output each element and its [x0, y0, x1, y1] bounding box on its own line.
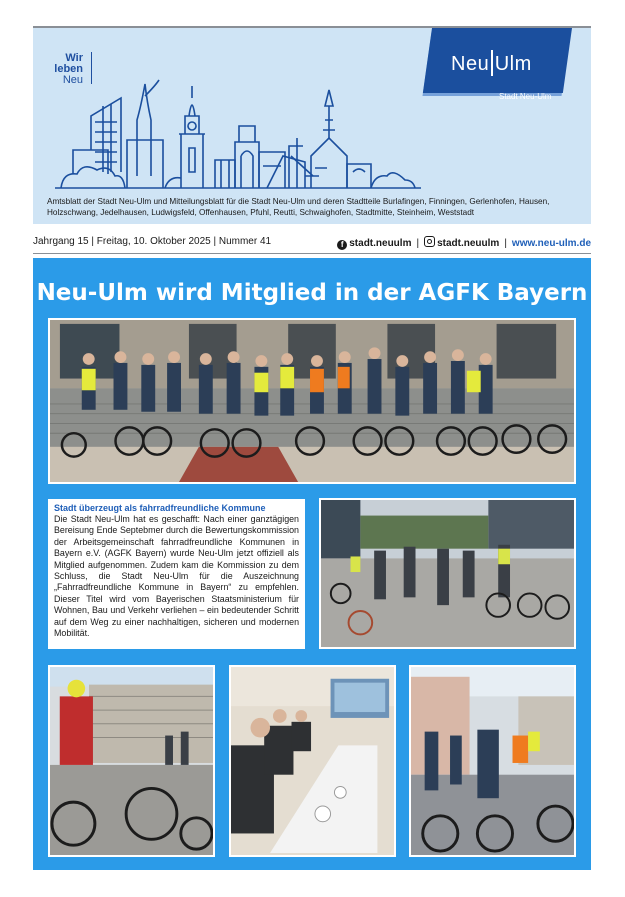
issue-info: Jahrgang 15 | Freitag, 10. Oktober 2025 | Nummer 41 [33, 236, 272, 247]
logo-word-left: Neu [451, 53, 490, 75]
article [33, 258, 591, 870]
logo-subtitle: Stadt Neu-Ulm [499, 92, 552, 101]
separator: | [416, 238, 420, 249]
tagline-line-1: Wir [65, 52, 83, 64]
issue-bar [33, 236, 591, 248]
website-link[interactable]: www.neu-ulm.de [511, 238, 591, 249]
tagline-line-2: leben [54, 63, 83, 75]
city-logo [451, 50, 532, 76]
facebook-link[interactable]: stadt.neuulm [349, 238, 412, 249]
cyclists-street-photo [409, 665, 576, 857]
article-subheading: Stadt überzeugt als fahrradfreundliche Kommune [54, 503, 266, 513]
cyclists-square-photo [319, 498, 576, 649]
meeting-room-photo [229, 665, 396, 857]
facebook-icon: f [337, 240, 347, 250]
separator: | [504, 238, 507, 249]
social-links [337, 236, 591, 250]
article-text-box [48, 499, 305, 649]
logo-divider [491, 50, 493, 76]
tagline-line-3: Neu [62, 74, 83, 86]
city-skyline-illustration [53, 76, 423, 191]
masthead [33, 28, 591, 224]
cyclists-building-photo [48, 665, 215, 857]
instagram-link[interactable]: stadt.neuulm [437, 238, 500, 249]
article-headline: Neu-Ulm wird Mitglied in der AGFK Bayern [36, 280, 588, 306]
logo-word-right: Ulm [494, 53, 532, 75]
instagram-icon [424, 236, 435, 247]
group-photo [48, 318, 576, 484]
article-body: Die Stadt Neu-Ulm hat es geschafft: Nach einer ganztägigen Bereisung Ende Septebmer durch die Bewertungskommission der Arbeitsgemeinschaft fahrradfreundliche Kommunen in Bayern e.V. (AGFK Bayern) wurde Neu-Ulm jetzt offiziell als Mitglied aufgenommen. Zudem kam die Kommission zu dem Schluss, die Stadt Neu-Ulm für die Auszeichnung „Fahrradfreundliche Kommune in Bayern“ zu empfehlen. Dieser Titel wird vom Bayerischen Staatsministerium für Wohnen, Bau und Verkehr verliehen – ein bedeutender Schritt auf dem Weg zu einer nachhaltigen, sicheren und modernen Mobilität. [54, 514, 299, 639]
masthead-description: Amtsblatt der Stadt Neu-Ulm und Mitteilungsblatt für die Stadt Neu-Ulm und deren Stadtteile Burlafingen, Finningen, Gerlenhofen, Hausen, Holzschwang, Jedelhausen, Ludwigsfeld, Offenhausen, Pfuhl, Reutti, Schwaighofen, Stadtmitte, Steinheim, Weststadt [47, 197, 550, 217]
issue-rule [33, 253, 591, 254]
